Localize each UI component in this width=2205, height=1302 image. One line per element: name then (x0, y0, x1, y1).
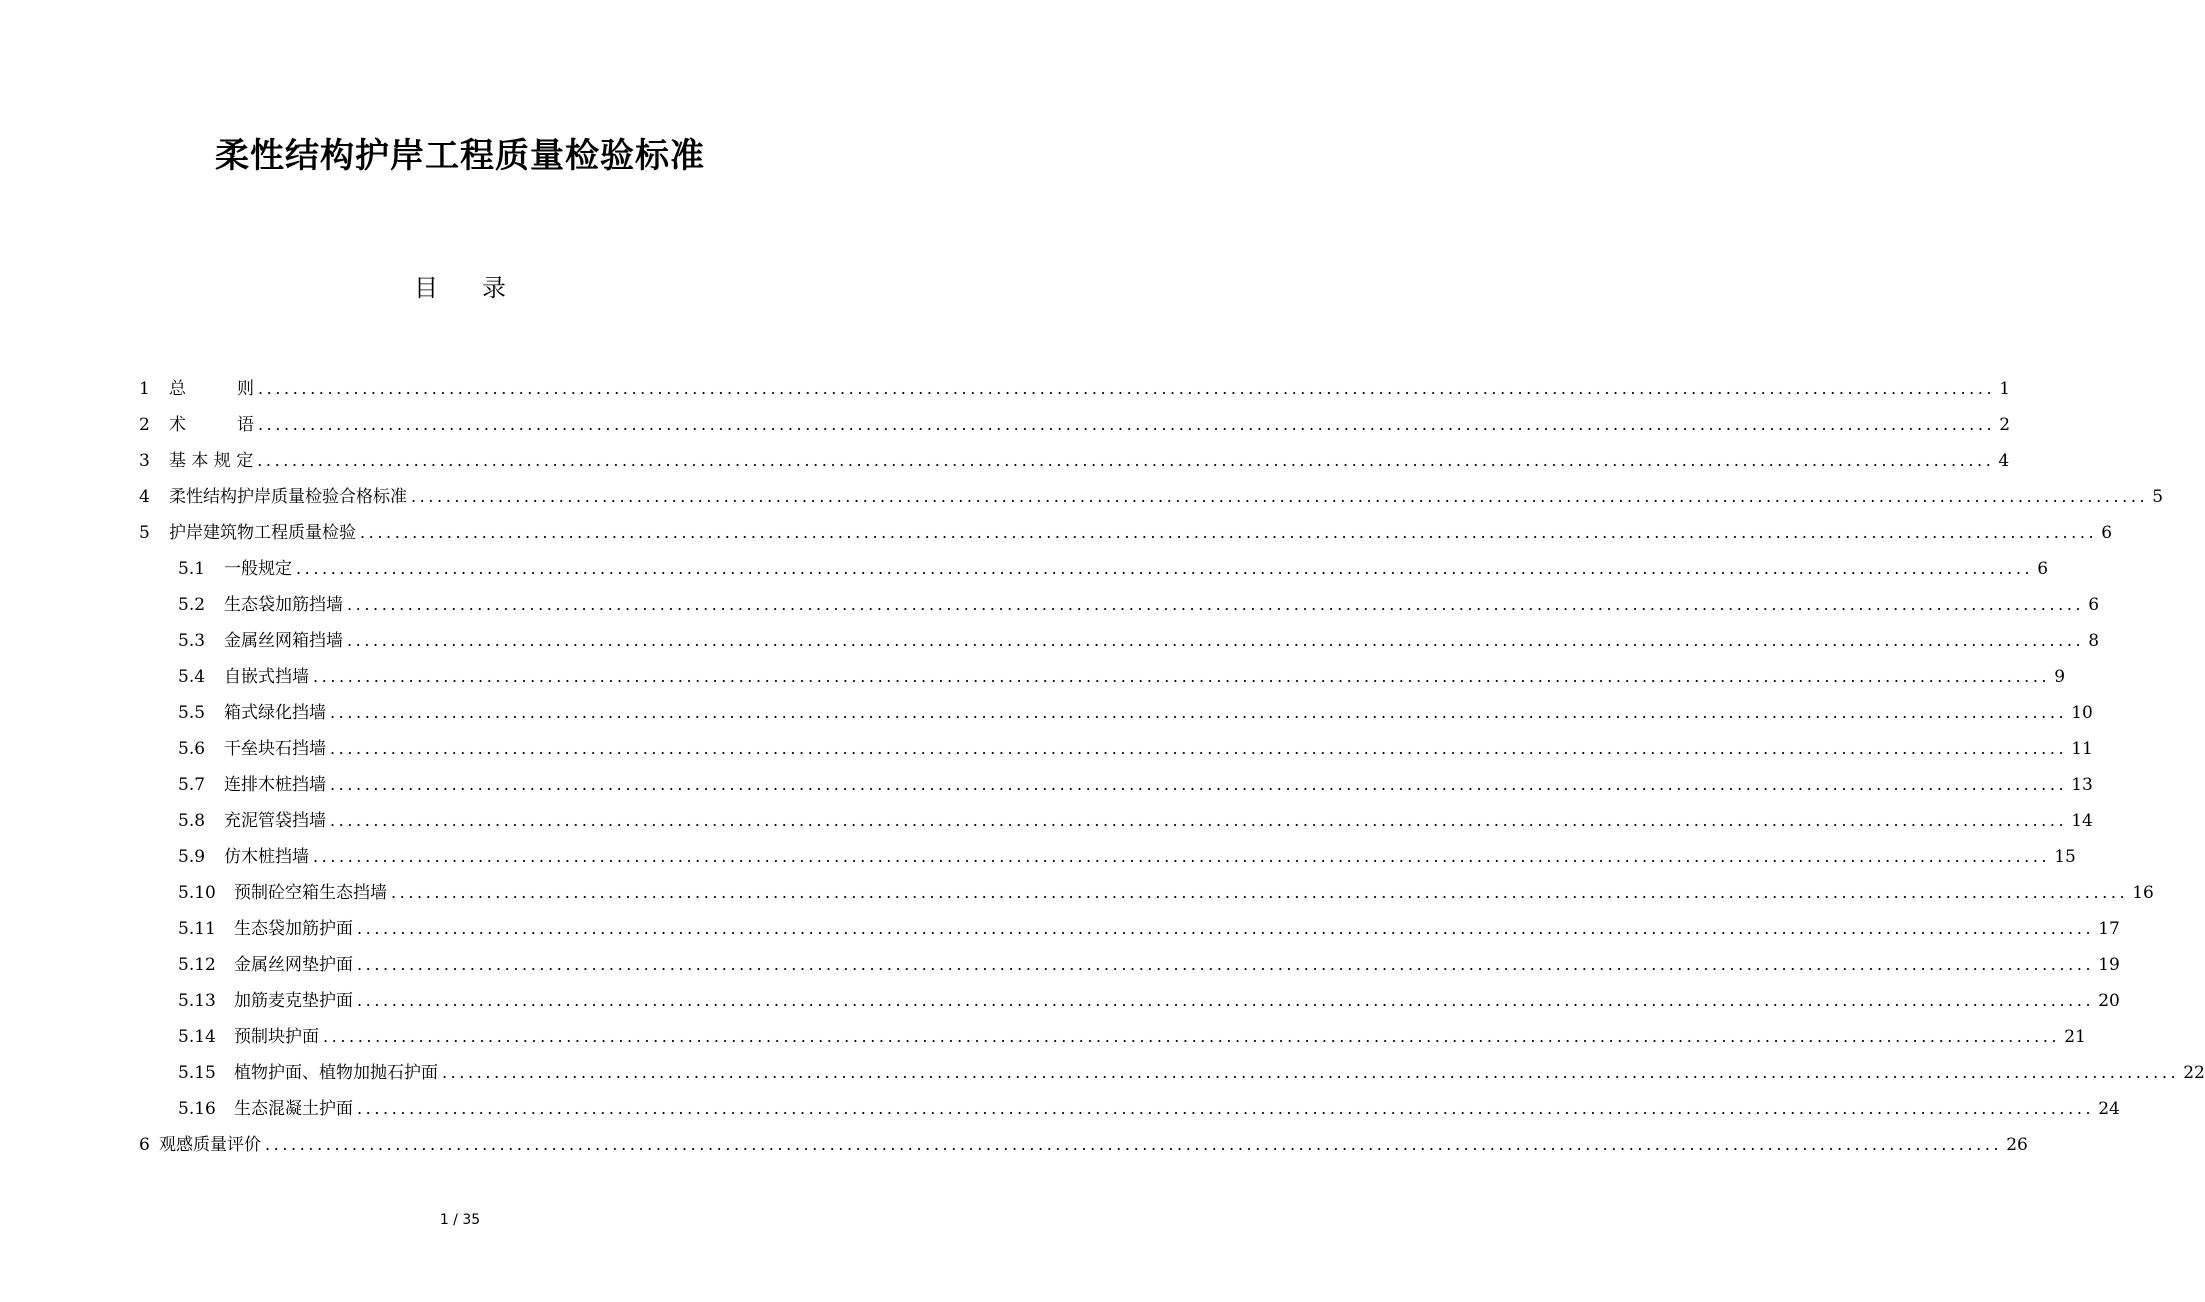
toc-entry-page: 6 (2101, 523, 2113, 543)
toc-entry-5-15[interactable] (0, 1055, 2205, 1091)
toc-entry-title: 充泥管袋挡墙 (224, 811, 326, 831)
toc-leader-dots: ........................................................................................................................................................................................................ (296, 559, 2034, 578)
toc-entry-title: 一般规定 (224, 559, 292, 579)
toc-entry-page: 4 (1998, 451, 2010, 471)
toc-entry-number: 4 (139, 487, 150, 507)
toc-entry-6[interactable] (0, 1127, 2028, 1163)
toc-entry-5-7[interactable] (0, 767, 2093, 803)
toc-entry-title: 预制砼空箱生态挡墙 (234, 883, 387, 903)
toc-entry-5-1[interactable] (0, 551, 2049, 587)
toc-leader-dots: ........................................................................................................................................................................................................ (357, 955, 2095, 974)
toc-entry-5-4[interactable] (0, 659, 2066, 695)
toc-entry-5-5[interactable] (0, 695, 2093, 731)
toc-leader-dots: ........................................................................................................................................................................................................ (357, 991, 2095, 1010)
toc-entry-title: 术 语 (169, 415, 254, 435)
toc-entry-page: 1 (1999, 379, 2011, 399)
toc-entry-number: 5.9 (178, 847, 206, 867)
toc-entry-page: 13 (2071, 775, 2093, 795)
toc-leader-dots: ........................................................................................................................................................................................................ (313, 667, 2051, 686)
toc-entry-title: 仿木桩挡墙 (224, 847, 309, 867)
toc-entry-page: 11 (2071, 739, 2093, 759)
toc-entry-page: 14 (2071, 811, 2093, 831)
toc-entry-1[interactable] (0, 371, 2011, 407)
toc-leader-dots: ........................................................................................................................................................................................................ (330, 739, 2068, 758)
toc-leader-dots: ........................................................................................................................................................................................................ (411, 487, 2149, 506)
toc-entry-number: 5.8 (178, 811, 206, 831)
toc-entry-number: 5.4 (178, 667, 206, 687)
toc-entry-number: 5.14 (178, 1027, 216, 1047)
toc-entry-number: 2 (139, 415, 150, 435)
toc-leader-dots: ........................................................................................................................................................................................................ (258, 415, 1996, 434)
toc-entry-page: 9 (2054, 667, 2066, 687)
toc-entry-5-12[interactable] (0, 947, 2120, 983)
toc-entry-page: 16 (2132, 883, 2154, 903)
toc-entry-title: 生态袋加筋护面 (234, 919, 353, 939)
toc-entry-page: 2 (1999, 415, 2011, 435)
page-number: 1 / 35 (439, 1212, 481, 1228)
toc-entry-page: 6 (2088, 595, 2100, 615)
toc-leader-dots: ........................................................................................................................................................................................................ (347, 631, 2085, 650)
toc-entry-number: 1 (139, 379, 150, 399)
toc-entry-page: 19 (2098, 955, 2120, 975)
toc-leader-dots: ........................................................................................................................................................................................................ (360, 523, 2098, 542)
toc-heading-char-2: 录 (482, 274, 506, 302)
toc-entry-title: 金属丝网垫护面 (234, 955, 353, 975)
toc-entry-number: 5.15 (178, 1063, 216, 1083)
toc-entry-number: 5.6 (178, 739, 206, 759)
toc-entry-5-2[interactable] (0, 587, 2100, 623)
toc-entry-5-13[interactable] (0, 983, 2120, 1019)
toc-entry-page: 24 (2098, 1099, 2120, 1119)
toc-leader-dots: ........................................................................................................................................................................................................ (257, 451, 1995, 470)
toc-entry-5-14[interactable] (0, 1019, 2086, 1055)
toc-entry-5-9[interactable] (0, 839, 2076, 875)
toc-leader-dots: ........................................................................................................................................................................................................ (313, 847, 2051, 866)
toc-entry-page: 21 (2064, 1027, 2086, 1047)
toc-entry-number: 5.16 (178, 1099, 216, 1119)
toc-entry-title: 干垒块石挡墙 (224, 739, 326, 759)
toc-leader-dots: ........................................................................................................................................................................................................ (357, 919, 2095, 938)
toc-entry-5-3[interactable] (0, 623, 2100, 659)
toc-entry-title: 预制块护面 (234, 1027, 319, 1047)
toc-entry-title: 连排木桩挡墙 (224, 775, 326, 795)
toc-entry-number: 5.13 (178, 991, 216, 1011)
table-of-contents (0, 371, 2205, 1163)
toc-entry-title: 生态混凝土护面 (234, 1099, 353, 1119)
toc-entry-title: 基 本 规 定 (169, 451, 254, 471)
toc-entry-title: 箱式绿化挡墙 (224, 703, 326, 723)
toc-entry-page: 10 (2071, 703, 2093, 723)
toc-entry-number: 6 (139, 1135, 150, 1155)
toc-entry-number: 5.11 (178, 919, 216, 939)
toc-entry-page: 20 (2098, 991, 2120, 1011)
toc-entry-number: 5 (139, 523, 150, 543)
toc-entry-title: 观感质量评价 (159, 1135, 261, 1155)
toc-entry-2[interactable] (0, 407, 2011, 443)
toc-entry-title: 护岸建筑物工程质量检验 (169, 523, 356, 543)
toc-entry-page: 6 (2037, 559, 2049, 579)
toc-leader-dots: ........................................................................................................................................................................................................ (265, 1135, 2003, 1154)
toc-leader-dots: ........................................................................................................................................................................................................ (391, 883, 2129, 902)
toc-entry-title: 加筋麦克垫护面 (234, 991, 353, 1011)
toc-entry-3[interactable] (0, 443, 2010, 479)
toc-entry-number: 5.2 (178, 595, 206, 615)
toc-entry-title: 植物护面、植物加抛石护面 (234, 1063, 438, 1083)
toc-entry-title: 自嵌式挡墙 (224, 667, 309, 687)
toc-leader-dots: ........................................................................................................................................................................................................ (330, 703, 2068, 722)
toc-entry-number: 5.1 (178, 559, 206, 579)
document-title: 柔性结构护岸工程质量检验标准 (215, 136, 705, 176)
toc-heading (0, 268, 920, 308)
toc-entry-number: 5.7 (178, 775, 206, 795)
toc-entry-number: 5.10 (178, 883, 216, 903)
toc-entry-number: 5.12 (178, 955, 216, 975)
toc-entry-number: 5.3 (178, 631, 206, 651)
toc-entry-number: 5.5 (178, 703, 206, 723)
toc-leader-dots: ........................................................................................................................................................................................................ (330, 811, 2068, 830)
toc-entry-title: 柔性结构护岸质量检验合格标准 (169, 487, 407, 507)
toc-leader-dots: ........................................................................................................................................................................................................ (357, 1099, 2095, 1118)
toc-entry-page: 8 (2088, 631, 2100, 651)
toc-leader-dots: ........................................................................................................................................................................................................ (442, 1063, 2180, 1082)
toc-entry-page: 26 (2006, 1135, 2028, 1155)
toc-leader-dots: ........................................................................................................................................................................................................ (258, 379, 1996, 398)
toc-entry-5-16[interactable] (0, 1091, 2120, 1127)
toc-entry-page: 15 (2054, 847, 2076, 867)
toc-entry-page: 5 (2152, 487, 2164, 507)
toc-entry-number: 3 (139, 451, 150, 471)
toc-entry-5[interactable] (0, 515, 2113, 551)
toc-entry-page: 22 (2183, 1063, 2205, 1083)
toc-entry-title: 总 则 (169, 379, 254, 399)
toc-entry-title: 金属丝网箱挡墙 (224, 631, 343, 651)
toc-entry-page: 17 (2098, 919, 2120, 939)
toc-leader-dots: ........................................................................................................................................................................................................ (330, 775, 2068, 794)
toc-entry-title: 生态袋加筋挡墙 (224, 595, 343, 615)
toc-entry-5-6[interactable] (0, 731, 2093, 767)
toc-entry-5-10[interactable] (0, 875, 2154, 911)
toc-entry-5-8[interactable] (0, 803, 2093, 839)
toc-heading-char-1: 目 (414, 274, 438, 302)
toc-leader-dots: ........................................................................................................................................................................................................ (347, 595, 2085, 614)
toc-leader-dots: ........................................................................................................................................................................................................ (323, 1027, 2061, 1046)
toc-entry-5-11[interactable] (0, 911, 2120, 947)
toc-entry-4[interactable] (0, 479, 2164, 515)
